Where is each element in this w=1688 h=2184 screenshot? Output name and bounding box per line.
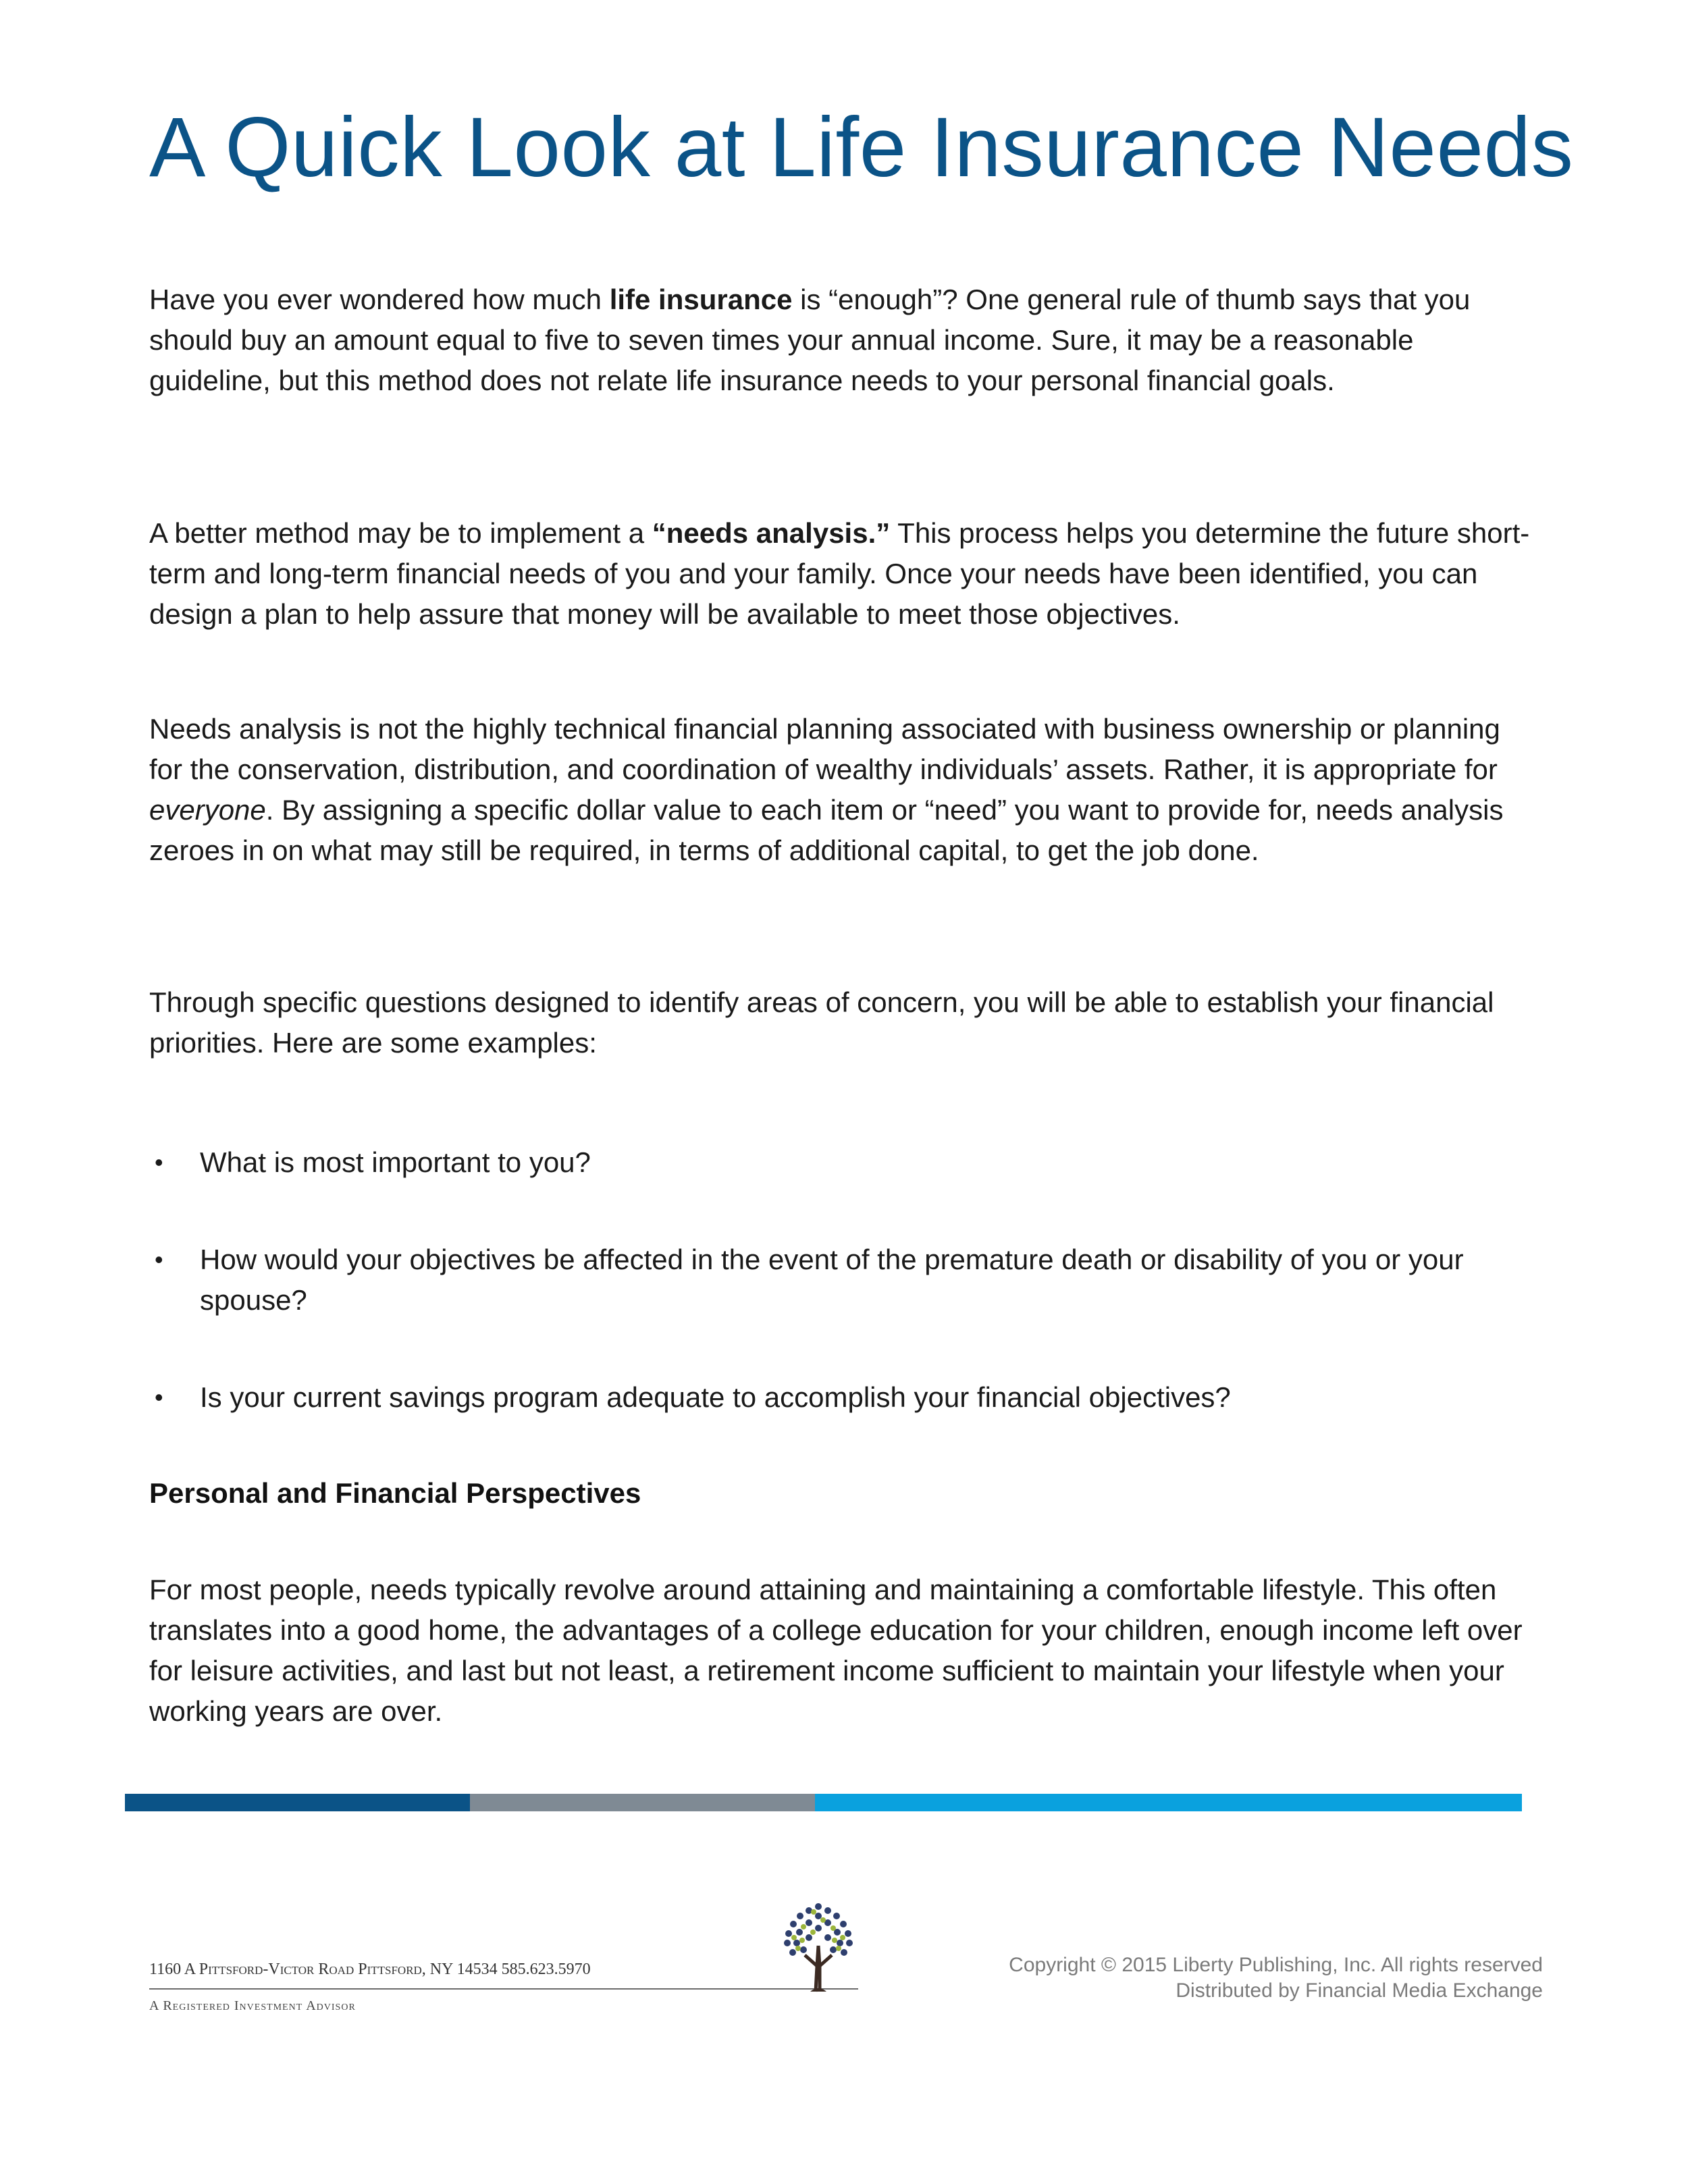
everyone-emphasis: everyone xyxy=(149,794,266,826)
life-insurance-emphasis: life insurance xyxy=(609,284,793,315)
everyone-text-start: Needs analysis is not the highly technical financial planning associated with business ownership or planning for the conservation, distribution, and coordination of wealthy individuals’ assets. Rather, it is appropriate for xyxy=(149,713,1500,785)
needs-analysis-emphasis: “needs analysis.” xyxy=(652,517,891,549)
page-title: A Quick Look at Life Insurance Needs xyxy=(149,101,1574,194)
everyone-text-end: . By assigning a specific dollar value to each item or “need” you want to provide for, needs analysis zeroes in on what may still be required, in terms of additional capital, to get the job done. xyxy=(149,794,1504,866)
example-questions-list xyxy=(149,1142,1540,1418)
copyright-notice xyxy=(1009,1952,1543,2004)
list-item-text: Is your current savings program adequate to accomplish your financial objectives? xyxy=(200,1381,1231,1413)
intro-paragraph xyxy=(149,279,1540,401)
tree-icon xyxy=(770,1898,868,1993)
bullet-icon: • xyxy=(155,1383,163,1411)
list-item xyxy=(149,1142,1540,1183)
footer-bar-gray xyxy=(470,1794,815,1811)
advisor-tagline: A Registered Investment Advisor xyxy=(149,1998,356,2013)
lifestyle-paragraph: For most people, needs typically revolve around attaining and maintaining a comfortable lifestyle. This often translates into a good home, the advantages of a college education for your children, enough income left over for leisure activities, and last but not least, a retirement income sufficient to maintain your lifestyle when your working years are over. xyxy=(149,1574,1523,1727)
list-item-text: What is most important to you? xyxy=(200,1146,591,1178)
address-underline xyxy=(149,1988,858,1990)
firm-address: 1160 A Pittsford-Victor Road Pittsford, NY 14534 585.623.5970 xyxy=(149,1961,591,1978)
intro-text-end: is “enough”? One general rule of thumb says that you should buy an amount equal to five to seven times your annual income. Sure, it may be a reasonable guideline, but this method does not relate life insurance needs to your personal financial goals. xyxy=(149,284,1471,396)
footer-bar-dark-blue xyxy=(125,1794,470,1811)
copyright-text: Copyright © 2015 Liberty Publishing, Inc. All rights reserved xyxy=(1009,1954,1543,1976)
intro-text-start: Have you ever wondered how much xyxy=(149,284,610,315)
questions-paragraph: Through specific questions designed to identify areas of concern, you will be able to establish your financial priorities. Here are some examples: xyxy=(149,986,1494,1059)
footer-bar-light-blue xyxy=(815,1794,1522,1811)
needs-analysis-paragraph xyxy=(149,513,1540,635)
needs-analysis-text-start: A better method may be to implement a xyxy=(149,517,652,549)
distributor-text: Distributed by Financial Media Exchange xyxy=(1176,1979,1543,2002)
everyone-paragraph xyxy=(149,709,1540,871)
bullet-icon: • xyxy=(155,1246,163,1273)
list-item-text: How would your objectives be affected in the event of the premature death or disability of you or your spouse? xyxy=(200,1244,1464,1316)
section-heading: Personal and Financial Perspectives xyxy=(149,1477,641,1509)
bullet-icon: • xyxy=(155,1148,163,1176)
list-item xyxy=(149,1240,1540,1321)
list-item xyxy=(149,1377,1540,1418)
needs-analysis-text-end: This process helps you determine the future short-term and long-term financial needs of you and your family. Once your needs have been identified, you can design a plan to help assure that money will be available to meet those objectives. xyxy=(149,517,1530,630)
